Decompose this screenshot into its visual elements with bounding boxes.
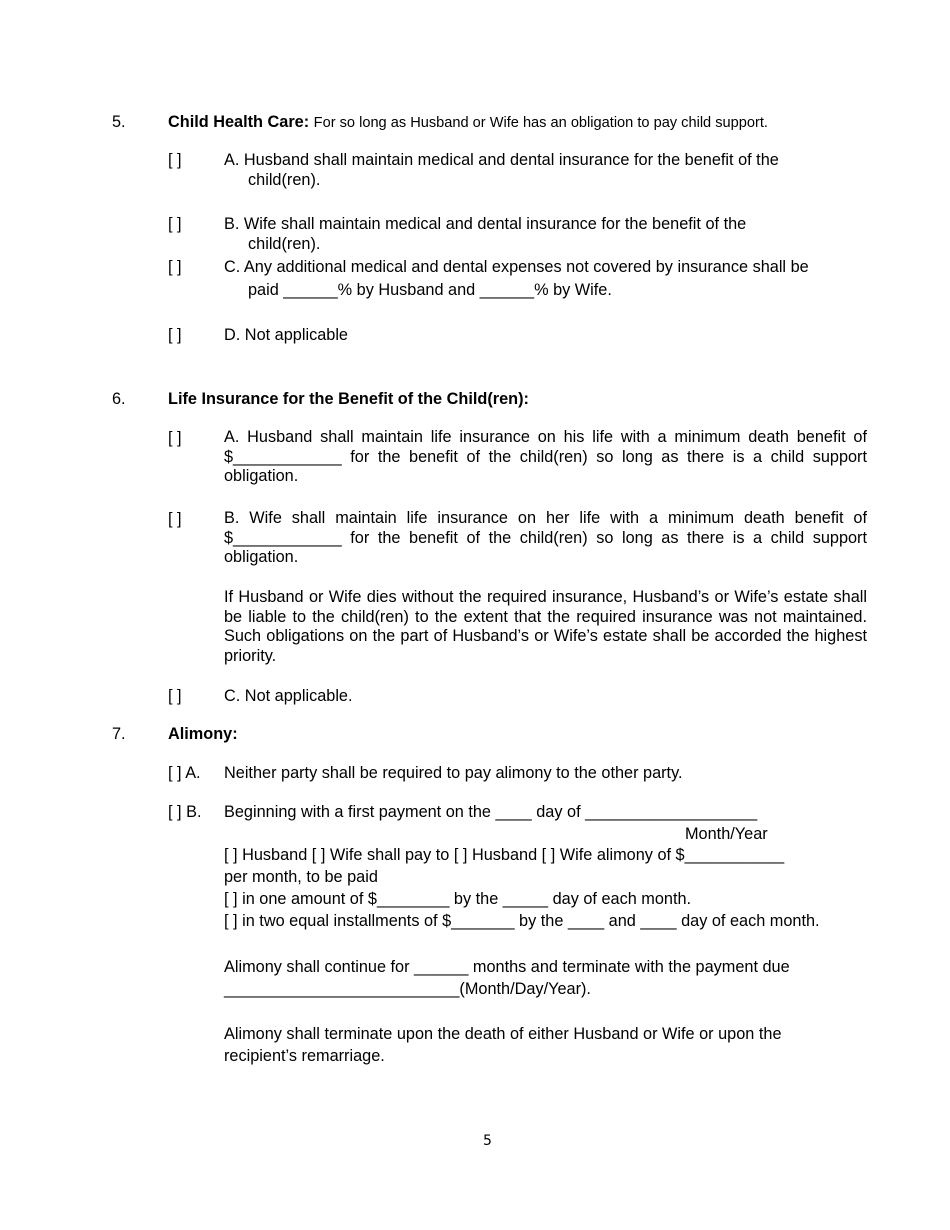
checkbox-5d[interactable]: [ ] [168,326,182,344]
two-installments-option[interactable]: [ ] in two equal installments of $_______ by the ____ and ____ day of each month. [224,912,820,930]
section-5-title: Child Health Care: [168,113,310,131]
checkbox-7b[interactable]: [ ] B. [168,803,202,821]
month-year-label: Month/Year [685,825,768,843]
item-5a-line2: child(ren). [248,171,321,189]
item-5c-line2: paid ______% by Husband and ______% by Wife. [248,281,612,299]
item-5c-line1: C. Any additional medical and dental expenses not covered by insurance shall be [224,258,809,276]
item-5d-text: D. Not applicable [224,326,348,344]
checkbox-6a[interactable]: [ ] [168,429,182,447]
section-6-title: Life Insurance for the Benefit of the Child(ren): [168,390,529,408]
page-number: 5 [483,1133,492,1149]
item-6a-text: A. Husband shall maintain life insurance on his life with a minimum death benefit of $____________ for the benefit of the child(ren) so long as there is a child support obligation. [224,428,867,486]
payer-line[interactable]: [ ] Husband [ ] Wife shall pay to [ ] Husband [ ] Wife alimony of $___________ [224,846,785,864]
checkbox-5c[interactable]: [ ] [168,258,182,276]
item-7a-text: Neither party shall be required to pay alimony to the other party. [224,764,683,782]
item-5a-line1: A. Husband shall maintain medical and dental insurance for the benefit of the [224,151,779,169]
terminate-line-2: recipient’s remarriage. [224,1047,385,1065]
checkbox-5b[interactable]: [ ] [168,215,182,233]
checkbox-5a[interactable]: [ ] [168,151,182,169]
continue-line-1: Alimony shall continue for ______ months and terminate with the payment due [224,958,790,976]
continue-line-2: __________________________(Month/Day/Year). [224,980,591,998]
section-5-number: 5. [112,113,126,131]
item-6b-text: B. Wife shall maintain life insurance on her life with a minimum death benefit of $____________ for the benefit of the child(ren) so long as there is a child support obligation. [224,509,867,567]
one-amount-option[interactable]: [ ] in one amount of $________ by the _____ day of each month. [224,890,692,908]
item-7b-text: Beginning with a first payment on the ____ day of ___________________ [224,803,758,821]
section-7-title: Alimony: [168,725,238,743]
checkbox-6b[interactable]: [ ] [168,510,182,528]
section-5-intro: For so long as Husband or Wife has an obligation to pay child support. [313,115,768,131]
section-6-number: 6. [112,390,126,408]
item-5b-line2: child(ren). [248,235,321,253]
estate-paragraph: If Husband or Wife dies without the required insurance, Husband’s or Wife’s estate shall be liable to the child(ren) to the extent that the required insurance was not maintained. Such obligations on the part of Husband’s or Wife’s estate shall be accorded the highest priority. [224,588,867,666]
checkbox-6c[interactable]: [ ] [168,687,182,705]
section-5-heading [168,112,768,133]
terminate-line-1: Alimony shall terminate upon the death of either Husband or Wife or upon the [224,1025,782,1043]
item-5b-line1: B. Wife shall maintain medical and dental insurance for the benefit of the [224,215,747,233]
per-month-text: per month, to be paid [224,868,378,886]
section-7-number: 7. [112,725,126,743]
checkbox-7a[interactable]: [ ] A. [168,764,201,782]
item-6c-text: C. Not applicable. [224,687,353,705]
